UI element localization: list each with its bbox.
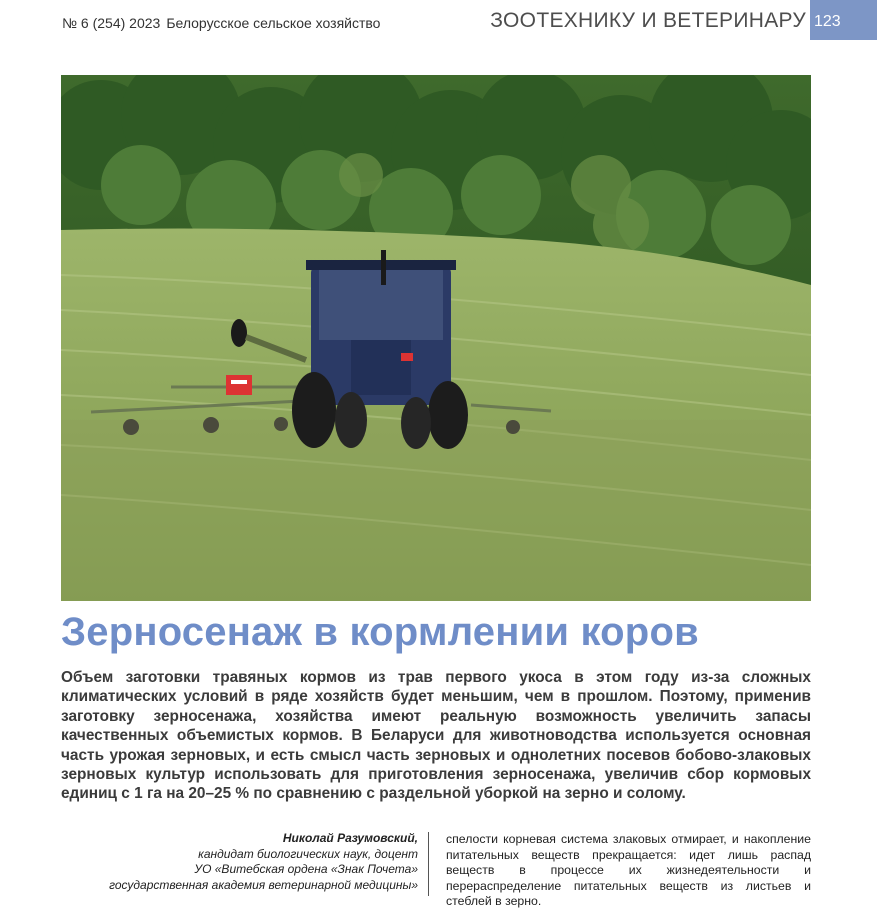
tractor-field-image bbox=[61, 75, 811, 601]
column-divider bbox=[428, 832, 429, 896]
author-degree: кандидат биологических наук, доцент bbox=[198, 846, 418, 861]
author-block bbox=[62, 831, 418, 893]
author-affiliation-2: государственная академия ветеринарной медицины» bbox=[109, 877, 418, 892]
section-title: ЗООТЕХНИКУ И ВЕТЕРИНАРУ bbox=[490, 9, 806, 32]
author-affiliation-1: УО «Витебская ордена «Знак Почета» bbox=[194, 862, 418, 876]
article-body-text: спелости корневая система злаковых отмирает, и накопление питательных веществ прекращается: идет лишь распад веществ в процессе их жизнедеятельности и перераспределение питательных веществ из листьев и стеблей в зерно. bbox=[446, 832, 811, 909]
page-number: 123 bbox=[810, 0, 877, 40]
issue-number: № 6 (254) 2023 bbox=[62, 15, 161, 31]
page-header bbox=[0, 0, 877, 44]
author-name: Николай Разумовский, bbox=[282, 831, 418, 845]
article-photo bbox=[61, 75, 811, 601]
issue-info bbox=[62, 15, 380, 31]
article-title: Зерносенаж в кормлении коров bbox=[61, 610, 699, 654]
article-lead: Объем заготовки травяных кормов из трав первого укоса в этом году из-за сложных климатических условий в ряде хозяйств будет меньшим, чем в прошлом. Поэтому, применив заготовку зерносенажа, хозяйства имеют реальную возможность увеличить запасы качественных объемистых кормов. В Беларуси для животноводства используется основная часть урожая зерновых, и есть смысл часть зерновых и однолетних посевов бобово-злаковых зерновых культур использовать для приготовления зерносенажа, увеличив сбор кормовых единиц с 1 га на 20–25 % по сравнению с раздельной уборкой на зерно и солому. bbox=[61, 669, 811, 803]
publication-name: Белорусское сельское хозяйство bbox=[166, 15, 381, 31]
